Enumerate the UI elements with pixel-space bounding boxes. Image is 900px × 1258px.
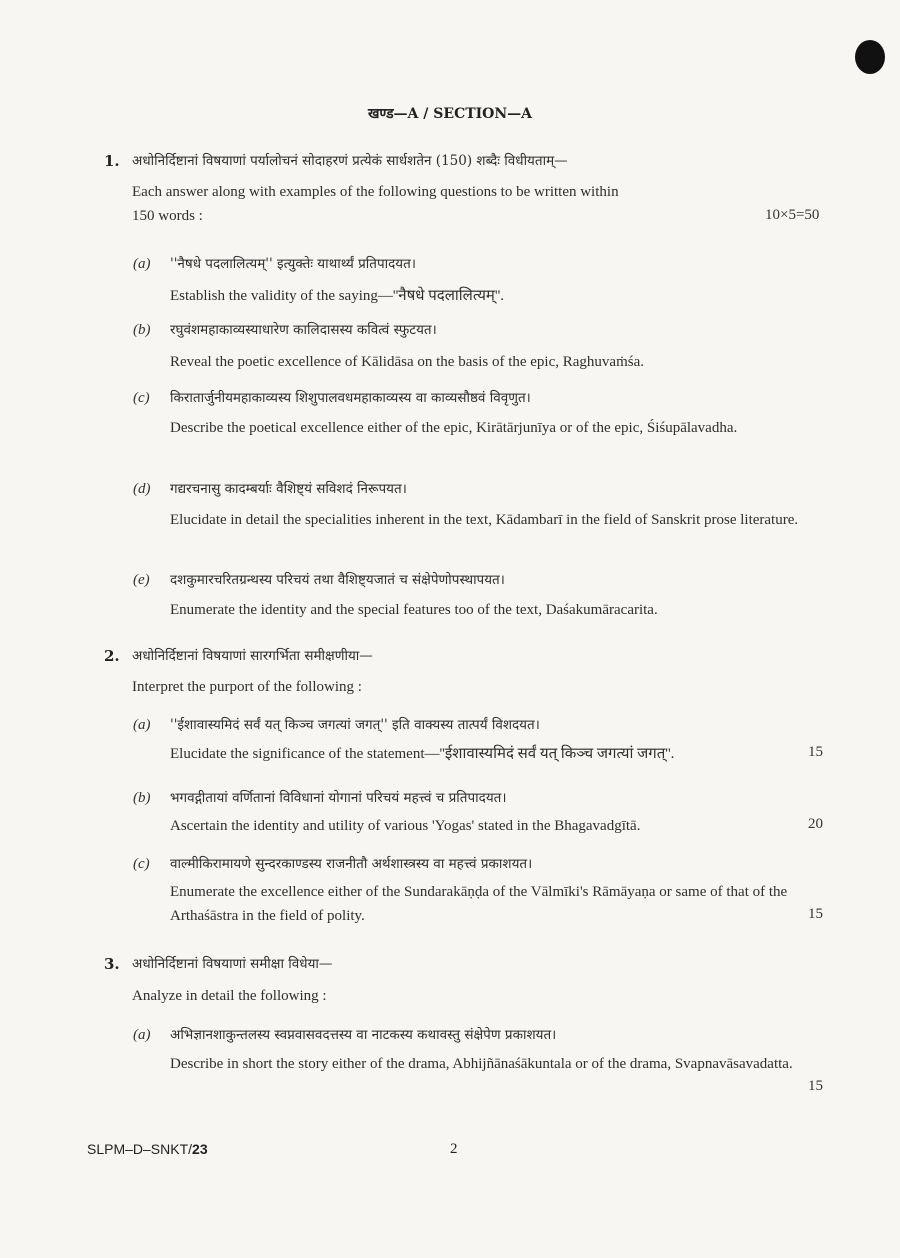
- q3-a-marks: 15: [808, 1078, 823, 1094]
- paper-code-suffix: 23: [192, 1141, 208, 1157]
- q1-d-english: Elucidate in detail the specialities inherent in the text, Kādambarī in the field of Sanskrit prose literature.: [170, 512, 799, 528]
- q2-c-hindi: वाल्मीकिरामायणे सुन्दरकाण्डस्य राजनीतौ अर्थशास्त्रस्य वा महत्त्वं प्रकाशयत।: [170, 856, 533, 872]
- q3-a-hindi: अभिज्ञानशाकुन्तलस्य स्वप्नवासवदत्तस्य वा नाटकस्य कथावस्तु संक्षेपेण प्रकाशयत।: [170, 1027, 557, 1043]
- question-2-hindi: अधोनिर्दिष्टानां विषयाणां सारगर्भिता समीक्षणीया—: [132, 648, 373, 664]
- q3-a-english: Describe in short the story either of the drama, Abhijñānaśākuntala or of the drama, Svapnavāsavadatta.: [170, 1056, 793, 1072]
- q3-a-label: (a): [133, 1027, 151, 1043]
- question-1-number: 1.: [104, 152, 120, 170]
- paper-code: [87, 1141, 208, 1157]
- section-header: खण्ड—A / SECTION—A: [367, 106, 533, 122]
- corner-registration-mark: [855, 40, 885, 74]
- q1-c-label: (c): [133, 390, 150, 406]
- q2-c-english: Enumerate the excellence either of the Sundarakāṇḍa of the Vālmīki's Rāmāyaṇa or same of that of the Arthaśāstra in the field of polity.: [170, 884, 788, 924]
- q2-c-label: (c): [133, 856, 150, 872]
- question-2-english: Interpret the purport of the following :: [132, 679, 362, 695]
- q1-e-english: Enumerate the identity and the special features too of the text, Daśakumāracarita.: [170, 602, 658, 618]
- question-1-hindi: अधोनिर्दिष्टानां विषयाणां पर्यालोचनं सोदाहरणं प्रत्येकं सार्धशतेन (150) शब्दैः विधीयताम्—: [132, 153, 568, 169]
- question-1-english-line2: 150 words :: [132, 208, 203, 224]
- q2-a-english: Elucidate the significance of the statement—''ईशावास्यमिदं सर्वं यत् किञ्च जगत्यां जगत्''.: [170, 746, 675, 762]
- question-1-marks: 10×5=50: [765, 207, 820, 223]
- q1-c-hindi: किरातार्जुनीयमहाकाव्यस्य शिशुपालवधमहाकाव्यस्य वा काव्यसौष्ठवं विवृणुत।: [170, 390, 531, 406]
- q1-b-label: (b): [133, 322, 151, 338]
- q1-b-hindi: रघुवंशमहाकाव्यस्याधारेण कालिदासस्य कवित्वं स्फुटयत।: [170, 322, 437, 338]
- q1-b-english: Reveal the poetic excellence of Kālidāsa on the basis of the epic, Raghuvaṁśa.: [170, 354, 644, 370]
- q1-e-label: (e): [133, 572, 150, 588]
- q1-d-label: (d): [133, 481, 151, 497]
- q2-a-label: (a): [133, 717, 151, 733]
- q2-a-hindi: ''ईशावास्यमिदं सर्वं यत् किञ्च जगत्यां जगत्'' इति वाक्यस्य तात्पर्यं विशदयत।: [170, 717, 540, 733]
- question-3-hindi: अधोनिर्दिष्टानां विषयाणां समीक्षा विधेया—: [132, 956, 333, 972]
- q1-a-hindi: ''नैषधे पदलालित्यम्'' इत्युक्तेः याथार्थ्यं प्रतिपादयत।: [170, 256, 416, 272]
- question-2-number: 2.: [104, 647, 120, 665]
- page-number: 2: [450, 1141, 458, 1157]
- question-1-english-line1: Each answer along with examples of the following questions to be written within: [132, 184, 619, 200]
- question-3-english: Analyze in detail the following :: [132, 988, 327, 1004]
- q1-a-english: Establish the validity of the saying—''नैषधे पदलालित्यम्''.: [170, 288, 505, 304]
- q1-a-label: (a): [133, 256, 151, 272]
- q2-b-label: (b): [133, 790, 151, 806]
- q1-e-hindi: दशकुमारचरितग्रन्थस्य परिचयं तथा वैशिष्ट्यजातं च संक्षेपेणोपस्थापयत।: [170, 572, 505, 588]
- q1-c-english: Describe the poetical excellence either of the epic, Kirātārjunīya or of the epic, Śiśupālavadha.: [170, 420, 738, 436]
- q2-a-marks: 15: [808, 744, 823, 760]
- q2-b-hindi: भगवद्गीतायां वर्णितानां विविधानां योगानां परिचयं महत्त्वं च प्रतिपादयत।: [170, 790, 507, 806]
- question-3-number: 3.: [104, 955, 120, 973]
- paper-code-prefix: SLPM–D–SNKT/: [87, 1141, 193, 1157]
- q1-d-hindi: गद्यरचनासु कादम्बर्याः वैशिष्ट्यं सविशदं निरूपयत।: [170, 481, 407, 497]
- q2-b-english: Ascertain the identity and utility of various 'Yogas' stated in the Bhagavadgītā.: [170, 818, 641, 834]
- q2-c-marks: 15: [808, 906, 823, 922]
- q2-b-marks: 20: [808, 816, 823, 832]
